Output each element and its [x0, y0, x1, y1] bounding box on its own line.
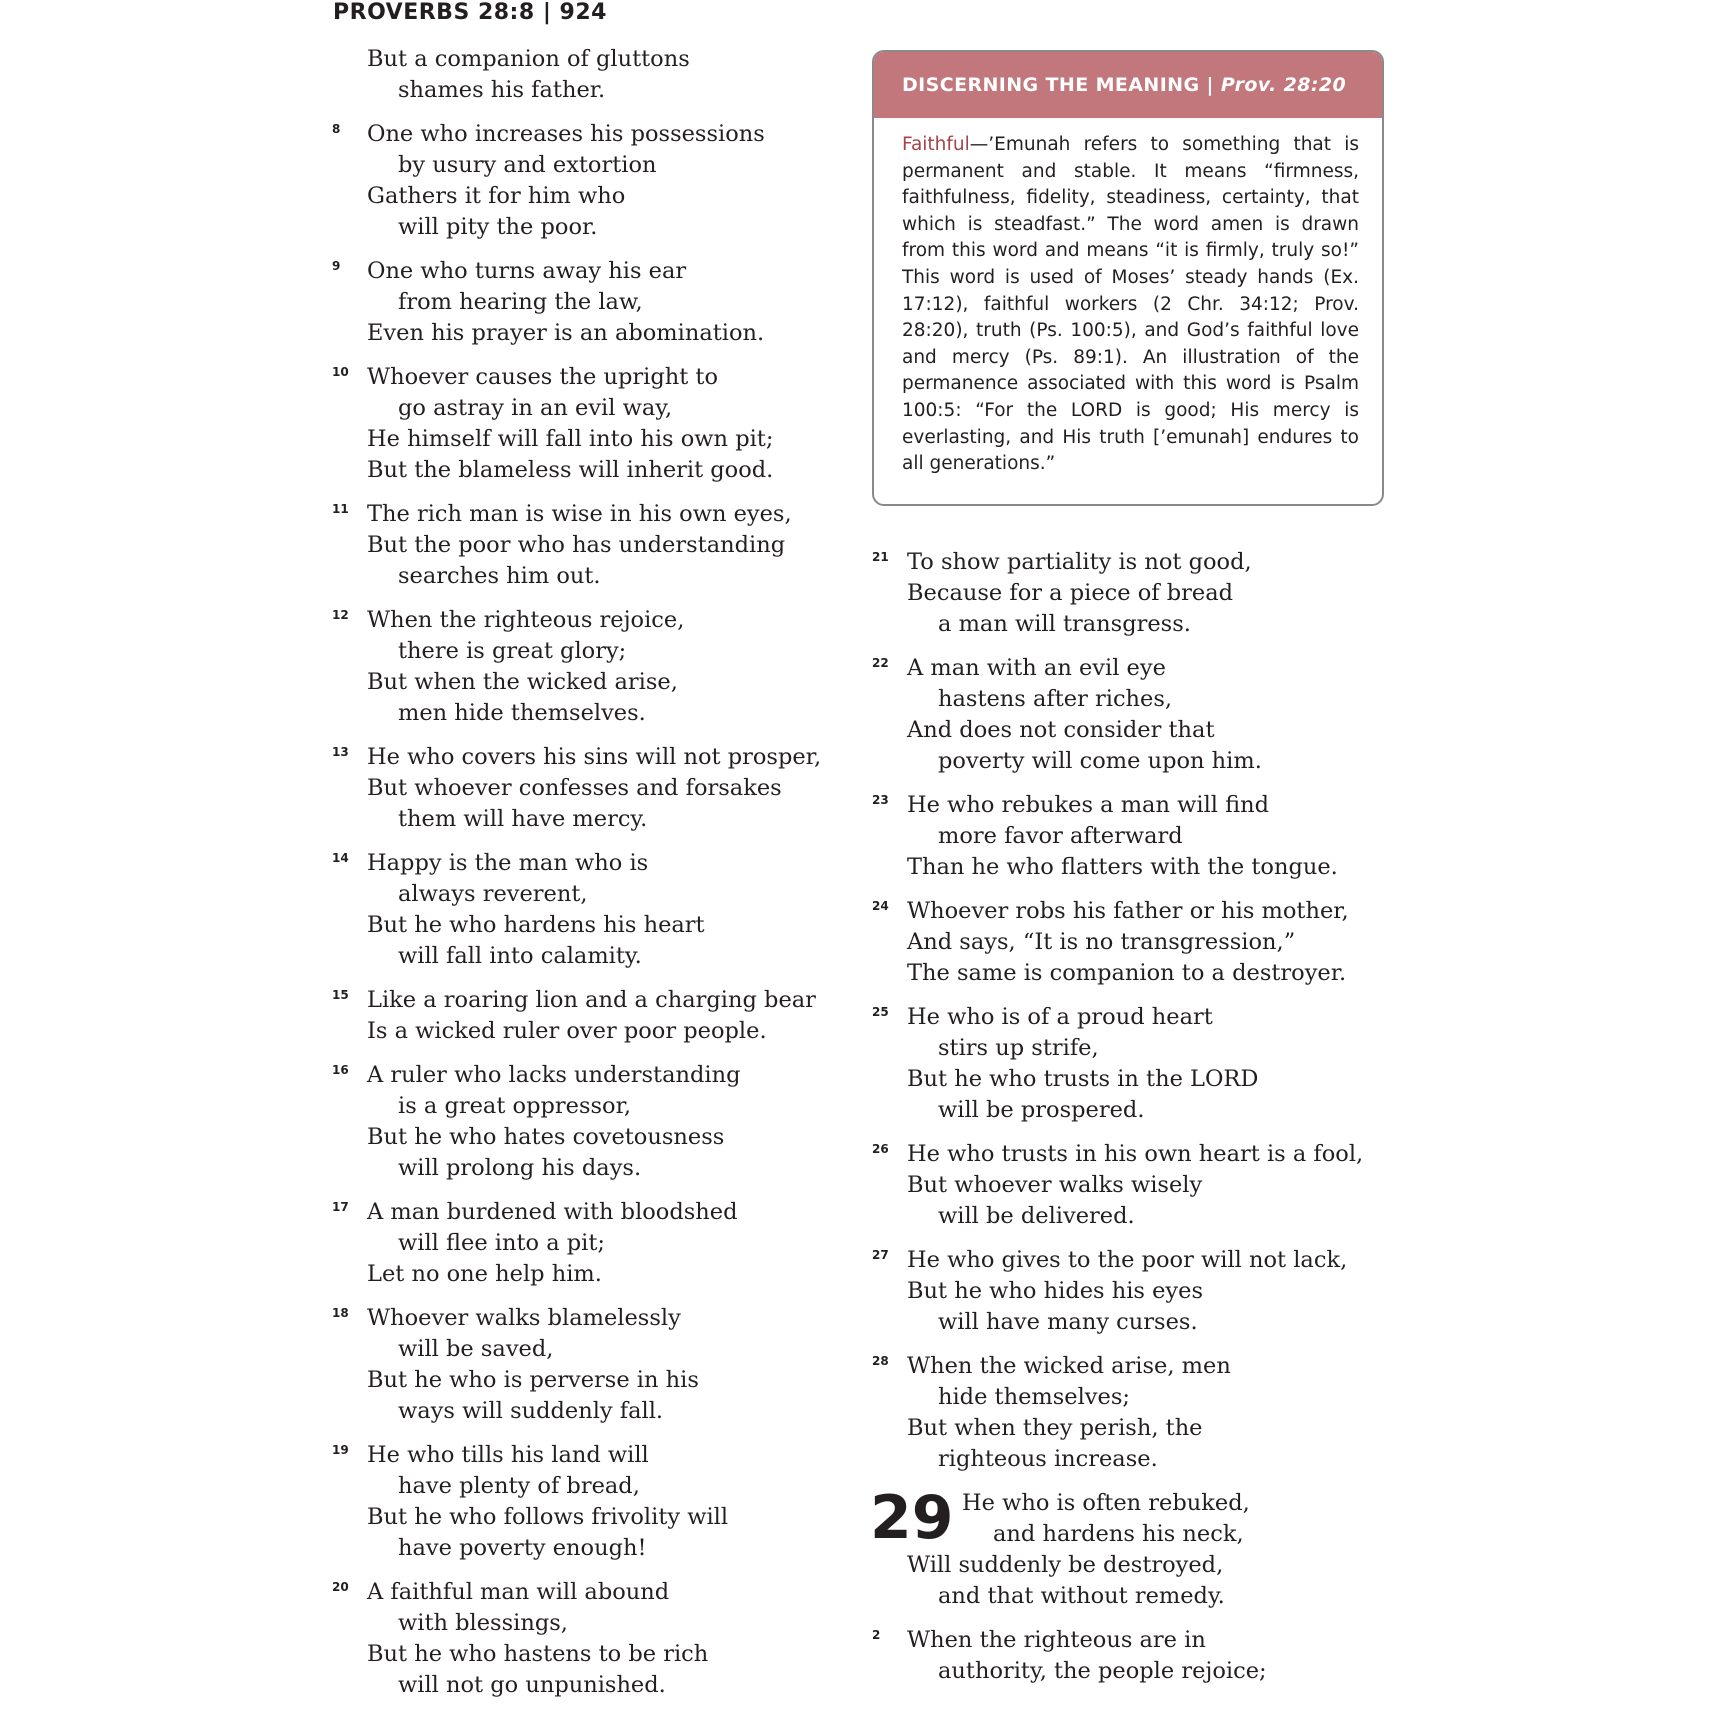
- verse-number: 25: [872, 1005, 889, 1019]
- verse-line: He who gives to the poor will not lack,: [907, 1247, 1348, 1273]
- verse-line: Whoever walks blamelessly: [367, 1305, 681, 1331]
- right-column: [872, 547, 1412, 1700]
- verse-number: 24: [872, 899, 889, 913]
- verse: [872, 547, 1412, 640]
- verse-line: stirs up strife,: [938, 1035, 1099, 1061]
- verse-line: But the blameless will inherit good.: [367, 457, 774, 483]
- verse-number: 18: [332, 1306, 349, 1320]
- verse-line: is a great oppressor,: [398, 1093, 632, 1119]
- verse: [332, 1060, 862, 1184]
- verse-line: go astray in an evil way,: [398, 395, 673, 421]
- sidebar-title: DISCERNING THE MEANING | Prov. 28:20: [902, 74, 1347, 96]
- verse-line: with blessings,: [398, 1610, 568, 1636]
- verse-number: 15: [332, 988, 349, 1002]
- verse-line: a man will transgress.: [938, 611, 1191, 637]
- verse-line: will have many curses.: [938, 1309, 1198, 1335]
- verse-line: He who covers his sins will not prosper,: [367, 744, 822, 770]
- verse-line: Is a wicked ruler over poor people.: [367, 1018, 767, 1044]
- verse-line: will be prospered.: [938, 1097, 1145, 1123]
- verse-line: But when they perish, the: [907, 1415, 1203, 1441]
- verse-line: A man burdened with bloodshed: [367, 1199, 738, 1225]
- verse-line: authority, the people rejoice;: [938, 1658, 1267, 1684]
- verse-line: Because for a piece of bread: [907, 580, 1234, 606]
- verse: [872, 1002, 1412, 1126]
- verse: [872, 1351, 1412, 1475]
- verse-line: He who tills his land will: [367, 1442, 649, 1468]
- verse-line: by usury and extortion: [398, 152, 657, 178]
- verse-line: hastens after riches,: [938, 686, 1173, 712]
- verse: [332, 605, 862, 729]
- verse: [872, 790, 1412, 883]
- chapter-start: [870, 1483, 1412, 1612]
- verse-line: Like a roaring lion and a charging bear: [367, 987, 816, 1013]
- verse-line: But whoever walks wisely: [907, 1172, 1203, 1198]
- verse: [332, 742, 862, 835]
- verse-number: 27: [872, 1248, 889, 1262]
- verse-line: When the wicked arise, men: [907, 1353, 1231, 1379]
- verse: [872, 896, 1412, 989]
- verse-line: always reverent,: [398, 881, 588, 907]
- verse-line: But he who hates covetousness: [367, 1124, 725, 1150]
- verse-number: 16: [332, 1063, 349, 1077]
- verse-line: Whoever causes the upright to: [367, 364, 719, 390]
- verse-line: He himself will fall into his own pit;: [367, 426, 774, 452]
- verse-line: and hardens his neck,: [993, 1521, 1244, 1547]
- verse-line: Gathers it for him who: [367, 183, 626, 209]
- verse-line: The same is companion to a destroyer.: [907, 960, 1347, 986]
- verse: [872, 1625, 1412, 1687]
- verse-line: One who turns away his ear: [367, 258, 687, 284]
- verse-line: But the poor who has understanding: [367, 532, 786, 558]
- verse-line: And says, “It is no transgression,”: [907, 929, 1296, 955]
- verse: [332, 1303, 862, 1427]
- verse-line: will not go unpunished.: [398, 1672, 666, 1698]
- left-column: [332, 44, 862, 1714]
- verse-line: He who is of a proud heart: [907, 1004, 1213, 1030]
- verse-number: 26: [872, 1142, 889, 1156]
- verse: [332, 985, 862, 1047]
- verse: [872, 653, 1412, 777]
- verse-number: 13: [332, 745, 349, 759]
- verse-line: there is great glory;: [398, 638, 627, 664]
- verse: [332, 499, 862, 592]
- verse: [332, 119, 862, 243]
- verse-line: and that without remedy.: [938, 1583, 1225, 1609]
- chapter-number: 29: [870, 1483, 954, 1553]
- verse-line: poverty will come upon him.: [938, 748, 1262, 774]
- verse-line: Than he who flatters with the tongue.: [907, 854, 1338, 880]
- verse-line: One who increases his possessions: [367, 121, 765, 147]
- verse-line: And does not consider that: [907, 717, 1215, 743]
- sidebar-reference: Prov. 28:20: [1220, 74, 1347, 96]
- verse-line: But a companion of gluttons: [367, 46, 690, 72]
- verse-line: But he who hastens to be rich: [367, 1641, 709, 1667]
- verse-number: 28: [872, 1354, 889, 1368]
- verse-line: have plenty of bread,: [398, 1473, 640, 1499]
- verse: [332, 848, 862, 972]
- verse-line: will pity the poor.: [398, 214, 598, 240]
- verse: [332, 1440, 862, 1564]
- verse-line: Whoever robs his father or his mother,: [907, 898, 1349, 924]
- verse-line: He who rebukes a man will find: [907, 792, 1270, 818]
- verse-line: men hide themselves.: [398, 700, 646, 726]
- verse-line: will prolong his days.: [398, 1155, 642, 1181]
- verse-line: searches him out.: [398, 563, 601, 589]
- verse-number: 20: [332, 1580, 349, 1594]
- verse-line: When the righteous are in: [907, 1627, 1206, 1653]
- verse-line: have poverty enough!: [398, 1535, 647, 1561]
- verse-line: But he who follows frivolity will: [367, 1504, 729, 1530]
- verse-number: 17: [332, 1200, 349, 1214]
- verse: [872, 1139, 1412, 1232]
- verse-number: 11: [332, 502, 349, 516]
- verse-line: Let no one help him.: [367, 1261, 602, 1287]
- verse-number: 21: [872, 550, 889, 564]
- verse-line: To show partiality is not good,: [907, 549, 1252, 575]
- verse-line: Even his prayer is an abomination.: [367, 320, 765, 346]
- sidebar-header: [874, 52, 1382, 118]
- verse-line: ways will suddenly fall.: [398, 1398, 664, 1424]
- verse-number: 8: [332, 122, 341, 136]
- verse-line: more favor afterward: [938, 823, 1183, 849]
- sidebar-box: [872, 50, 1384, 506]
- verse-line: A faithful man will abound: [367, 1579, 670, 1605]
- verse-line: Happy is the man who is: [367, 850, 649, 876]
- sidebar-term: Faithful: [902, 134, 970, 155]
- verse-line: But he who hides his eyes: [907, 1278, 1204, 1304]
- verse-line: will be delivered.: [938, 1203, 1135, 1229]
- verse-line: shames his father.: [398, 77, 606, 103]
- verse: [332, 1577, 862, 1701]
- verse-number: 14: [332, 851, 349, 865]
- verse-line: But he who hardens his heart: [367, 912, 705, 938]
- verse: [332, 1197, 862, 1290]
- verse-line: from hearing the law,: [398, 289, 643, 315]
- verse-line: will fall into calamity.: [398, 943, 642, 969]
- verse-line: hide themselves;: [938, 1384, 1130, 1410]
- verse-line: But he who trusts in the LORD: [907, 1066, 1259, 1092]
- verse-line: But whoever confesses and forsakes: [367, 775, 782, 801]
- verse-line: them will have mercy.: [398, 806, 648, 832]
- verse: [332, 256, 862, 349]
- verse-line: He who trusts in his own heart is a fool,: [907, 1141, 1364, 1167]
- verse: [332, 362, 862, 486]
- verse-line: He who is often rebuked,: [962, 1490, 1250, 1516]
- sidebar-definition: —’Emunah refers to something that is permanent and stable. It means “firmness, faithfulness, fidelity, steadiness, certainty, that which is steadfast.” The word amen is drawn from this word and means “it is firmly, truly so!” This word is used of Moses’ steady hands (Ex. 17:12), faithful workers (2 Chr. 34:12; Prov. 28:20), truth (Ps. 100:5), and God’s faithful love and mercy (Ps. 89:1). An illustration of the permanence associated with this word is Psalm 100:5: “For the LORD is good; His mercy is everlasting, and His truth [’emunah] endures to all generations.”: [902, 134, 1359, 475]
- verse-line: A ruler who lacks understanding: [367, 1062, 741, 1088]
- running-head: PROVERBS 28:8 | 924: [333, 0, 607, 25]
- verse-number: 2: [872, 1628, 881, 1642]
- verse-number: 12: [332, 608, 349, 622]
- verse-line: A man with an evil eye: [907, 655, 1166, 681]
- verse-line: will flee into a pit;: [398, 1230, 606, 1256]
- sidebar-body: [902, 132, 1359, 478]
- verse-number: 22: [872, 656, 889, 670]
- verse-line: will be saved,: [398, 1336, 554, 1362]
- verse: [332, 44, 862, 106]
- verse-number: 9: [332, 259, 341, 273]
- verse-number: 23: [872, 793, 889, 807]
- verse-number: 10: [332, 365, 349, 379]
- verse-line: Will suddenly be destroyed,: [907, 1552, 1224, 1578]
- verse-line: When the righteous rejoice,: [367, 607, 685, 633]
- verse-line: righteous increase.: [938, 1446, 1158, 1472]
- verse: [872, 1245, 1412, 1338]
- verse-line: But he who is perverse in his: [367, 1367, 699, 1393]
- verse-number: 19: [332, 1443, 349, 1457]
- verse-line: But when the wicked arise,: [367, 669, 678, 695]
- verse-line: The rich man is wise in his own eyes,: [367, 501, 792, 527]
